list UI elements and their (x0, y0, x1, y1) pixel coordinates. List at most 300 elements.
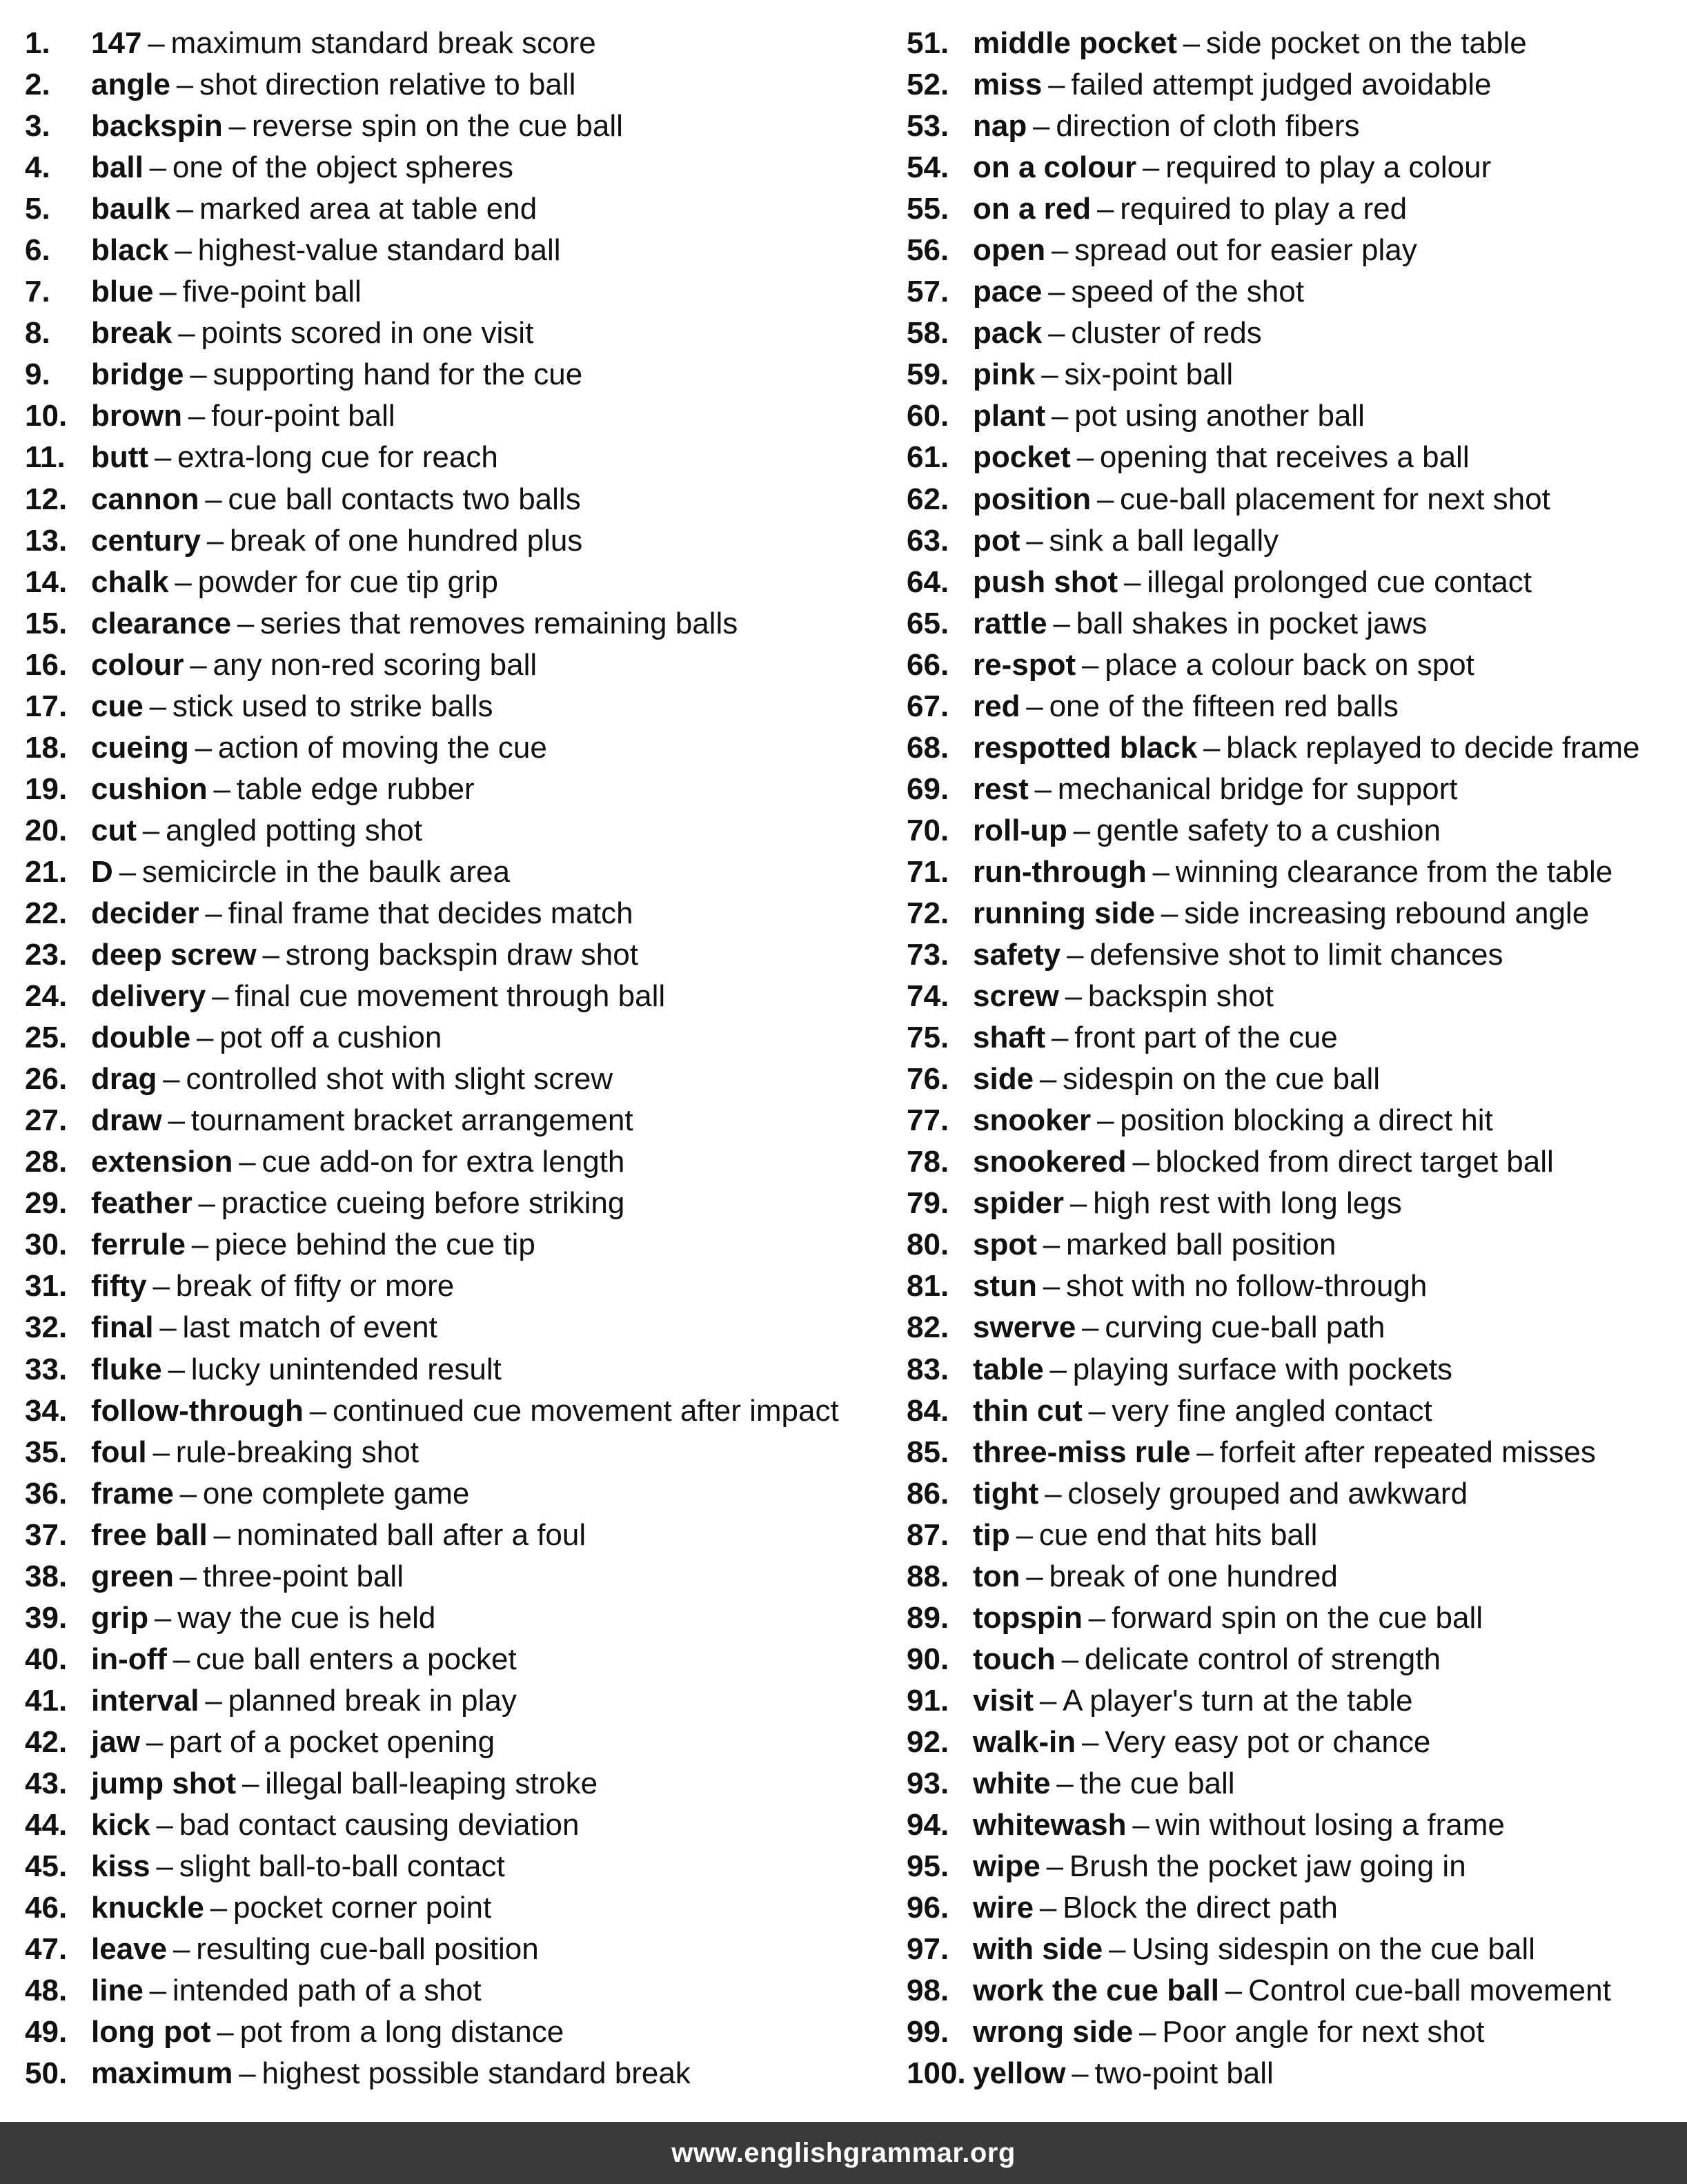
glossary-entry (25, 1804, 880, 1846)
entry-term: kick (91, 1808, 150, 1842)
entry-number: 56. (907, 233, 949, 268)
entry-separator: – (1039, 1683, 1057, 1718)
entry-number: 64. (907, 564, 949, 599)
entry-number: 26. (25, 1062, 68, 1096)
entry-term: ferrule (91, 1228, 186, 1262)
entry-term: three-miss rule (973, 1435, 1191, 1469)
entry-definition: front part of the cue (1074, 1021, 1338, 1055)
glossary-entry (25, 645, 880, 686)
glossary-column-right (907, 23, 1679, 2094)
glossary-entry (907, 64, 1679, 106)
entry-term: final (91, 1310, 154, 1345)
entry-term: whitewash (973, 1808, 1127, 1842)
entry-definition: reverse spin on the cue ball (251, 109, 623, 144)
entry-definition: blocked from direct target ball (1155, 1145, 1554, 1179)
entry-separator: – (168, 1352, 185, 1386)
entry-definition: very fine angled contact (1111, 1393, 1432, 1428)
glossary-entry (907, 1929, 1679, 1970)
entry-separator: – (1061, 1642, 1079, 1676)
entry-term: drag (91, 1062, 157, 1096)
entry-definition: winning clearance from the table (1175, 854, 1613, 889)
entry-term: butt (91, 440, 149, 475)
entry-number: 88. (907, 1559, 949, 1593)
footer-url[interactable]: www.englishgrammar.org (671, 2137, 1016, 2168)
entry-separator: – (1043, 1228, 1060, 1262)
glossary-entry (25, 1100, 880, 1141)
entry-number: 40. (25, 1642, 68, 1676)
entry-definition: break of fifty or more (175, 1269, 455, 1303)
entry-term: brown (91, 399, 182, 433)
entry-term: cut (91, 813, 137, 847)
glossary-entry (907, 852, 1679, 893)
entry-definition: opening that receives a ball (1099, 440, 1470, 475)
entry-term: bridge (91, 357, 184, 392)
entry-separator: – (1096, 1103, 1114, 1138)
entry-term: snookered (973, 1145, 1127, 1179)
entry-definition: final frame that decides match (228, 896, 633, 930)
entry-separator: – (1132, 1145, 1150, 1179)
entry-definition: Using sidespin on the cue ball (1132, 1932, 1535, 1967)
entry-number: 55. (907, 192, 949, 226)
entry-number: 52. (907, 68, 949, 102)
entry-separator: – (1069, 1186, 1087, 1221)
entry-definition: marked area at table end (199, 192, 537, 226)
glossary-entry (907, 934, 1679, 976)
entry-term: thin cut (973, 1393, 1083, 1428)
entry-term: colour (91, 647, 184, 682)
entry-definition: curving cue-ball path (1105, 1310, 1385, 1345)
entry-separator: – (1072, 2056, 1089, 2091)
entry-separator: – (197, 1021, 214, 1055)
entry-separator: – (1203, 730, 1221, 765)
entry-number: 48. (25, 1974, 68, 2008)
glossary-entry (907, 395, 1679, 437)
entry-number: 1. (25, 26, 50, 60)
entry-number: 92. (907, 1724, 949, 1759)
entry-number: 74. (907, 979, 949, 1014)
entry-number: 30. (25, 1228, 68, 1262)
entry-separator: – (1096, 482, 1114, 516)
entry-number: 63. (907, 523, 949, 558)
entry-number: 69. (907, 771, 949, 806)
entry-definition: defensive shot to limit chances (1089, 938, 1503, 972)
entry-number: 47. (25, 1932, 68, 1967)
entry-term: yellow (973, 2056, 1066, 2091)
entry-term: visit (973, 1683, 1034, 1718)
entry-number: 22. (25, 896, 68, 930)
glossary-entry (907, 1017, 1679, 1059)
entry-separator: – (1051, 1021, 1069, 1055)
entry-term: jaw (91, 1724, 140, 1759)
entry-term: break (91, 316, 172, 351)
entry-number: 32. (25, 1310, 68, 1345)
entry-separator: – (1161, 896, 1178, 930)
entry-number: 3. (25, 109, 50, 144)
glossary-entry (25, 2053, 880, 2094)
footer-bar (0, 2122, 1687, 2184)
entry-number: 95. (907, 1849, 949, 1884)
entry-separator: – (1033, 109, 1050, 144)
entry-separator: – (172, 1932, 190, 1967)
entry-number: 73. (907, 938, 949, 972)
entry-number: 87. (907, 1517, 949, 1552)
entry-term: D (91, 854, 113, 889)
entry-separator: – (154, 440, 172, 475)
entry-definition: side pocket on the table (1205, 26, 1527, 60)
entry-separator: – (175, 564, 192, 599)
entry-number: 16. (25, 647, 68, 682)
entry-definition: sidespin on the cue ball (1063, 1062, 1380, 1096)
entry-term: clearance (91, 606, 232, 640)
entry-number: 12. (25, 482, 68, 516)
entry-separator: – (188, 399, 206, 433)
entry-term: pot (973, 523, 1020, 558)
entry-term: ton (973, 1559, 1020, 1593)
entry-definition: final cue movement through ball (235, 979, 666, 1014)
entry-number: 86. (907, 1476, 949, 1511)
glossary-entry (907, 1390, 1679, 1432)
entry-separator: – (1026, 689, 1043, 723)
entry-term: interval (91, 1683, 199, 1718)
entry-separator: – (1039, 1891, 1057, 1925)
entry-definition: shot direction relative to ball (199, 68, 576, 102)
entry-separator: – (154, 1600, 172, 1635)
entry-number: 43. (25, 1766, 68, 1800)
entry-number: 11. (25, 440, 66, 475)
entry-definition: two-point ball (1094, 2056, 1274, 2091)
entry-number: 27. (25, 1103, 68, 1138)
glossary-entry (25, 1763, 880, 1804)
entry-definition: semicircle in the baulk area (141, 854, 510, 889)
entry-separator: – (1048, 68, 1065, 102)
entry-separator: – (156, 1808, 173, 1842)
entry-number: 14. (25, 564, 68, 599)
entry-number: 78. (907, 1145, 949, 1179)
entry-separator: – (213, 1517, 231, 1552)
glossary-entry (907, 1224, 1679, 1266)
entry-term: green (91, 1559, 174, 1593)
entry-number: 39. (25, 1600, 68, 1635)
entry-number: 80. (907, 1228, 949, 1262)
entry-separator: – (1048, 316, 1065, 351)
entry-number: 49. (25, 2015, 68, 2049)
entry-separator: – (1081, 647, 1099, 682)
entry-number: 93. (907, 1766, 949, 1800)
glossary-entry (25, 1515, 880, 1556)
entry-number: 90. (907, 1642, 949, 1676)
entry-definition: piece behind the cue tip (215, 1228, 535, 1262)
entry-term: rest (973, 771, 1029, 806)
entry-separator: – (1073, 813, 1091, 847)
entry-definition: the cue ball (1079, 1766, 1235, 1800)
entry-definition: powder for cue tip grip (197, 564, 498, 599)
entry-number: 68. (907, 730, 949, 765)
glossary-entry (907, 479, 1679, 520)
entry-separator: – (149, 150, 167, 185)
entry-term: 147 (91, 26, 142, 60)
entry-number: 58. (907, 316, 949, 351)
entry-definition: pot off a cushion (219, 1021, 442, 1055)
glossary-entry (907, 893, 1679, 934)
glossary-entry (25, 1639, 880, 1680)
entry-separator: – (159, 1310, 177, 1345)
entry-term: wrong side (973, 2015, 1134, 2049)
entry-definition: Poor angle for next shot (1162, 2015, 1485, 2049)
entry-definition: stick used to strike balls (172, 689, 493, 723)
entry-separator: – (149, 689, 167, 723)
entry-number: 59. (907, 357, 949, 392)
entry-definition: angled potting shot (166, 813, 422, 847)
entry-term: fifty (91, 1269, 147, 1303)
entry-definition: action of moving the cue (217, 730, 547, 765)
entry-term: century (91, 523, 201, 558)
entry-separator: – (1045, 1476, 1062, 1511)
entry-definition: closely grouped and awkward (1067, 1476, 1468, 1511)
entry-term: in-off (91, 1642, 167, 1676)
entry-term: white (973, 1766, 1051, 1800)
entry-separator: – (1053, 606, 1070, 640)
entry-definition: bad contact causing deviation (179, 1808, 580, 1842)
entry-definition: high rest with long legs (1093, 1186, 1402, 1221)
entry-separator: – (1124, 564, 1141, 599)
entry-separator: – (210, 1891, 228, 1925)
glossary-entry (907, 727, 1679, 769)
entry-separator: – (146, 1724, 164, 1759)
glossary-entry (907, 271, 1679, 313)
entry-definition: controlled shot with slight screw (186, 1062, 613, 1096)
entry-number: 21. (25, 854, 68, 889)
entry-separator: – (1183, 26, 1201, 60)
glossary-entry (907, 1556, 1679, 1597)
entry-term: free ball (91, 1517, 208, 1552)
glossary-entry (907, 2053, 1679, 2094)
glossary-entry (907, 1639, 1679, 1680)
glossary-column-left (25, 23, 880, 2094)
entry-number: 5. (25, 192, 50, 226)
entry-separator: – (239, 1145, 256, 1179)
entry-separator: – (1016, 1517, 1034, 1552)
entry-term: line (91, 1974, 144, 2008)
entry-separator: – (217, 2015, 234, 2049)
entry-separator: – (190, 357, 207, 392)
glossary-entry (25, 1432, 880, 1473)
entry-number: 15. (25, 606, 68, 640)
entry-separator: – (1088, 1600, 1106, 1635)
entry-number: 66. (907, 647, 949, 682)
glossary-entry (25, 976, 880, 1017)
entry-number: 70. (907, 813, 949, 847)
entry-separator: – (1051, 399, 1069, 433)
entry-term: side (973, 1062, 1034, 1096)
entry-term: foul (91, 1435, 147, 1469)
entry-term: on a red (973, 192, 1092, 226)
entry-separator: – (205, 1683, 222, 1718)
entry-number: 35. (25, 1435, 68, 1469)
entry-term: kiss (91, 1849, 150, 1884)
entry-term: cannon (91, 482, 199, 516)
entry-separator: – (212, 979, 229, 1014)
entry-definition: break of one hundred plus (230, 523, 583, 558)
glossary-entry (907, 603, 1679, 645)
entry-term: topspin (973, 1600, 1083, 1635)
glossary-entry (25, 1597, 880, 1639)
entry-number: 41. (25, 1683, 68, 1718)
entry-definition: side increasing rebound angle (1184, 896, 1590, 930)
entry-separator: – (172, 1642, 190, 1676)
glossary-entry (25, 1929, 880, 1970)
entry-term: black (91, 233, 169, 268)
entry-number: 24. (25, 979, 68, 1014)
entry-definition: gentle safety to a cushion (1096, 813, 1441, 847)
entry-definition: cluster of reds (1071, 316, 1262, 351)
entry-definition: highest-value standard ball (197, 233, 561, 268)
entry-definition: Very easy pot or chance (1105, 1724, 1431, 1759)
entry-term: fluke (91, 1352, 162, 1386)
entry-definition: maximum standard break score (170, 26, 596, 60)
entry-number: 18. (25, 730, 68, 765)
entry-term: pace (973, 275, 1043, 309)
entry-definition: Block the direct path (1063, 1891, 1338, 1925)
entry-definition: planned break in play (228, 1683, 517, 1718)
entry-definition: highest possible standard break (262, 2056, 691, 2091)
glossary-entry (907, 1887, 1679, 1929)
entry-term: cueing (91, 730, 189, 765)
entry-separator: – (168, 1103, 185, 1138)
entry-number: 54. (907, 150, 949, 185)
entry-number: 17. (25, 689, 68, 723)
entry-number: 75. (907, 1021, 949, 1055)
entry-term: delivery (91, 979, 206, 1014)
entry-number: 82. (907, 1310, 949, 1345)
entry-definition: forward spin on the cue ball (1111, 1600, 1483, 1635)
entry-number: 29. (25, 1186, 68, 1221)
glossary-entry (907, 1100, 1679, 1141)
entry-separator: – (119, 854, 137, 889)
entry-term: ball (91, 150, 144, 185)
entry-definition: extra-long cue for reach (177, 440, 498, 475)
glossary-entry (25, 852, 880, 893)
entry-separator: – (309, 1393, 327, 1428)
entry-term: screw (973, 979, 1059, 1014)
entry-number: 84. (907, 1393, 949, 1428)
entry-term: cue (91, 689, 144, 723)
glossary-entry (907, 1473, 1679, 1515)
entry-definition: pocket corner point (233, 1891, 492, 1925)
glossary-entry (25, 64, 880, 106)
glossary-entry (907, 1804, 1679, 1846)
entry-definition: Control cue-ball movement (1248, 1974, 1611, 2008)
glossary-entry (25, 271, 880, 313)
entry-number: 57. (907, 275, 949, 309)
entry-definition: shot with no follow-through (1065, 1269, 1428, 1303)
entry-separator: – (1196, 1435, 1214, 1469)
glossary-entry (907, 230, 1679, 271)
entry-definition: table edge rubber (236, 771, 475, 806)
entry-definition: way the cue is held (177, 1600, 436, 1635)
entry-number: 9. (25, 357, 50, 392)
entry-term: swerve (973, 1310, 1076, 1345)
glossary-entry (907, 1266, 1679, 1307)
entry-separator: – (190, 647, 207, 682)
entry-term: pink (973, 357, 1036, 392)
entry-number: 31. (25, 1269, 68, 1303)
entry-term: safety (973, 938, 1061, 972)
glossary-entry (907, 106, 1679, 147)
entry-term: long pot (91, 2015, 211, 2049)
entry-number: 89. (907, 1600, 949, 1635)
glossary-entry (25, 2011, 880, 2053)
entry-separator: – (1041, 357, 1058, 392)
glossary-entry (907, 976, 1679, 1017)
entry-term: backspin (91, 109, 223, 144)
glossary-entry (25, 727, 880, 769)
glossary-entry (25, 395, 880, 437)
entry-separator: – (1142, 150, 1160, 185)
entry-separator: – (1066, 938, 1084, 972)
entry-term: roll-up (973, 813, 1067, 847)
entry-separator: – (1139, 2015, 1156, 2049)
entry-definition: required to play a colour (1165, 150, 1492, 185)
entry-term: middle pocket (973, 26, 1177, 60)
glossary-entry (25, 1307, 880, 1348)
glossary-entry (25, 147, 880, 188)
entry-separator: – (1152, 854, 1170, 889)
entry-term: spot (973, 1228, 1037, 1262)
entry-separator: – (175, 233, 192, 268)
entry-number: 36. (25, 1476, 68, 1511)
entry-definition: illegal ball-leaping stroke (265, 1766, 598, 1800)
entry-number: 65. (907, 606, 949, 640)
entry-definition: forfeit after repeated misses (1219, 1435, 1596, 1469)
entry-separator: – (1076, 440, 1094, 475)
entry-number: 62. (907, 482, 949, 516)
entry-term: plant (973, 399, 1046, 433)
entry-number: 8. (25, 316, 50, 351)
entry-term: run-through (973, 854, 1147, 889)
entry-number: 7. (25, 275, 50, 309)
entry-term: re-spot (973, 647, 1076, 682)
entry-number: 53. (907, 109, 949, 144)
glossary-entry (907, 810, 1679, 852)
entry-term: jump shot (91, 1766, 237, 1800)
glossary-entry (25, 313, 880, 354)
entry-separator: – (195, 730, 213, 765)
glossary-entry (25, 1017, 880, 1059)
glossary-entry (907, 1432, 1679, 1473)
glossary-entry (25, 23, 880, 64)
entry-definition: practice cueing before striking (221, 1186, 625, 1221)
entry-definition: win without losing a frame (1155, 1808, 1505, 1842)
entry-separator: – (1082, 1310, 1099, 1345)
entry-definition: cue add-on for extra length (262, 1145, 625, 1179)
entry-separator: – (1043, 1269, 1060, 1303)
glossary-entry (907, 1722, 1679, 1763)
glossary-entry (907, 147, 1679, 188)
glossary-entry (907, 23, 1679, 64)
entry-number: 81. (907, 1269, 949, 1303)
entry-separator: – (156, 1849, 173, 1884)
entry-separator: – (191, 1228, 209, 1262)
entry-term: spider (973, 1186, 1065, 1221)
entry-definition: six-point ball (1064, 357, 1234, 392)
entry-separator: – (176, 192, 194, 226)
entry-term: respotted black (973, 730, 1198, 765)
entry-term: frame (91, 1476, 174, 1511)
entry-number: 46. (25, 1891, 68, 1925)
entry-separator: – (1046, 1849, 1064, 1884)
entry-term: on a colour (973, 150, 1137, 185)
entry-term: draw (91, 1103, 162, 1138)
